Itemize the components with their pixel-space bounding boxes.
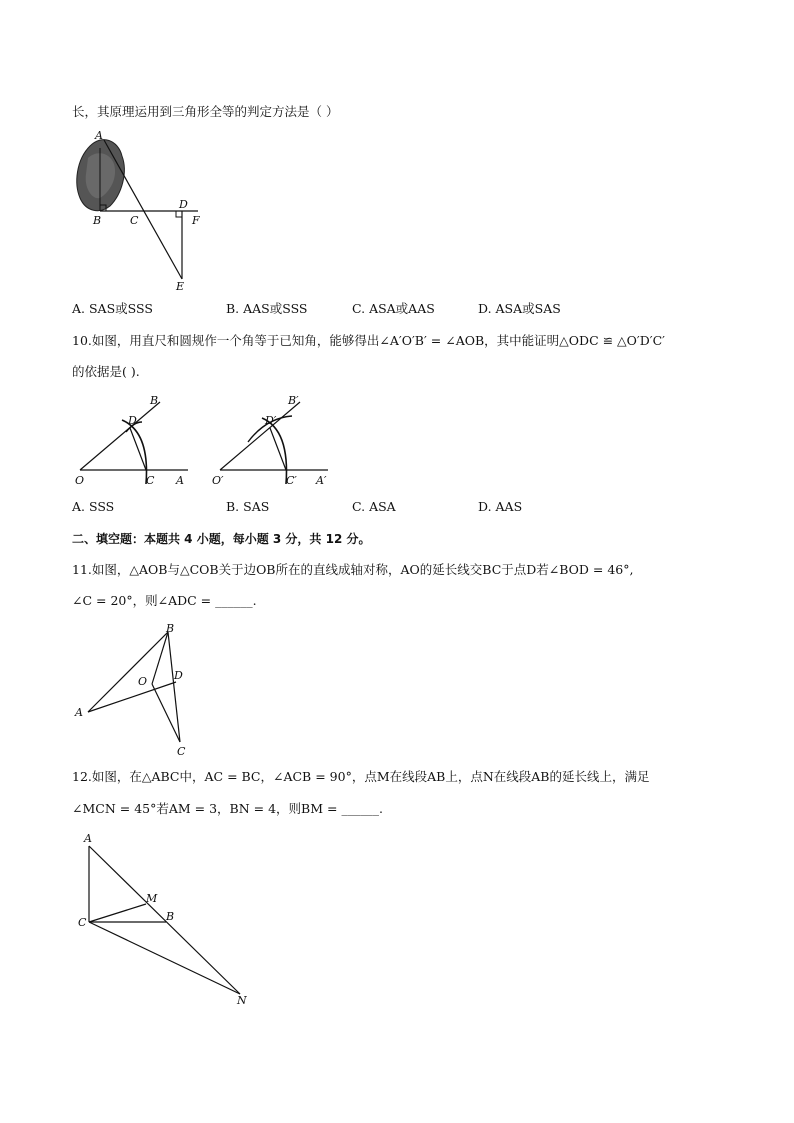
q11-label-b: B (166, 622, 175, 635)
q9-figure (70, 128, 210, 293)
q12-figure (70, 828, 260, 1008)
q10-left-label-c: C (146, 474, 155, 487)
q12-label-a: A (84, 832, 92, 845)
q9-option-a: A. SAS或SSS (72, 301, 153, 316)
q9-label-b: B (93, 214, 102, 227)
q9-label-c: C (130, 214, 139, 227)
q10-option-d: D. AAS (478, 499, 523, 514)
q11-label-d: D (174, 669, 183, 682)
q10-option-b: B. SAS (226, 499, 270, 514)
q9-label-e: E (176, 280, 185, 293)
section-2-title: 二、填空题：本题共 4 小题，每小题 3 分，共 12 分。 (72, 532, 371, 546)
q11-label-c: C (177, 745, 186, 758)
q10-right-label-c: C′ (286, 474, 297, 487)
q12-stem-line1: 12.如图，在△ABC中，AC = BC，∠ACB = 90°，点M在线段AB上，点N在线段AB的延长线上，满足 (72, 769, 650, 784)
q9-option-d: D. ASA或SAS (478, 301, 561, 316)
q10-right-label-b: B′ (288, 394, 299, 407)
q12-label-m: M (146, 892, 158, 905)
q12-label-c: C (78, 916, 87, 929)
q11-figure (70, 618, 200, 760)
q12-stem-line2: ∠MCN = 45°若AM = 3，BN = 4，则BM = ______. (72, 801, 383, 816)
q10-option-a: A. SSS (72, 499, 115, 514)
q10-left-label-b: B (150, 394, 159, 407)
q10-left-label-a: A (176, 474, 184, 487)
q10-right-label-o: O′ (212, 474, 224, 487)
q10-right-label-d: D′ (265, 414, 277, 427)
q12-label-n: N (237, 994, 247, 1007)
q10-right-label-a: A′ (316, 474, 327, 487)
q11-label-o: O (138, 675, 148, 688)
q10-left-label-o: O (75, 474, 85, 487)
q10-option-c: C. ASA (352, 499, 396, 514)
q9-option-b: B. AAS或SSS (226, 301, 308, 316)
q11-stem-line1: 11.如图，△AOB与△COB关于边OB所在的直线成轴对称，AO的延长线交BC于点D若∠BOD = 46°, (72, 562, 634, 577)
q9-stem-tail: 长，其原理运用到三角形全等的判定方法是（ ） (72, 104, 339, 119)
q12-label-b: B (166, 910, 175, 923)
q10-figure-right (208, 392, 338, 492)
q9-label-d: D (179, 198, 188, 211)
q9-label-f: F (192, 214, 200, 227)
q10-stem-line2: 的依据是( ). (72, 364, 140, 379)
q10-stem-line1: 10.如图，用直尺和圆规作一个角等于已知角，能够得出∠A′O′B′ = ∠AOB，其中能证明△ODC ≌ △O′D′C′ (72, 333, 666, 348)
q9-option-c: C. ASA或AAS (352, 301, 435, 316)
q9-line-ae (104, 140, 182, 279)
q9-label-a: A (95, 129, 103, 142)
q11-stem-line2: ∠C = 20°，则∠ADC = ______. (72, 593, 257, 608)
q10-figure-left (70, 392, 200, 492)
q11-label-a: A (75, 706, 83, 719)
q10-left-label-d: D (128, 414, 137, 427)
